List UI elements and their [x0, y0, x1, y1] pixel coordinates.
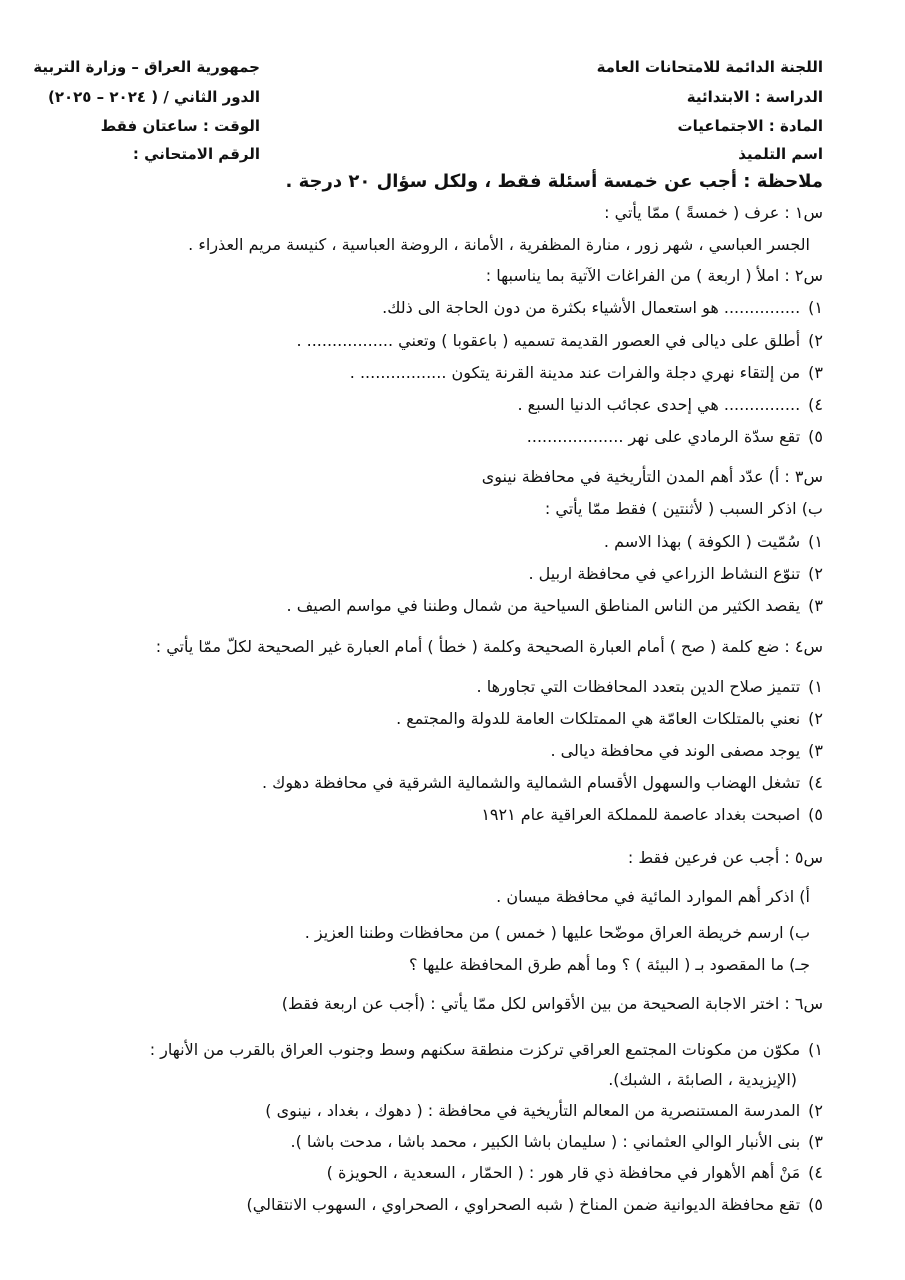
- q2-item: [296, 331, 823, 350]
- q2-item-number: ٤): [808, 395, 823, 414]
- q4-item-text: يوجد مصفى الوند في محافظة ديالى .: [550, 741, 801, 760]
- q5-branch: أ) اذكر أهم الموارد المائية في محافظة ميسان .: [496, 887, 810, 906]
- q2-item-text: ............... هي إحدى عجائب الدنيا السبع .: [517, 395, 801, 414]
- q4-item: [396, 709, 823, 728]
- q3-item: [287, 596, 823, 615]
- q2-item-number: ٣): [808, 363, 823, 382]
- q6-item: [327, 1163, 823, 1182]
- q4-item-number: ٤): [808, 773, 823, 792]
- q4-item: [481, 805, 823, 824]
- q6-item: [247, 1195, 823, 1214]
- q6-item-number: ١): [808, 1040, 823, 1059]
- exam-number-label: الرقم الامتحاني :: [132, 145, 260, 163]
- subject: المادة : الاجتماعيات: [677, 117, 823, 135]
- q3-item-text: يقصد الكثير من الناس المناطق السياحية من شمال وطننا في مواسم الصيف .: [286, 596, 801, 615]
- q6-item-text: بنى الأنبار الوالي العثماني : ( سليمان باشا الكبير ، محمد باشا ، مدحت باشا ).: [290, 1132, 801, 1151]
- q6-item-text: تقع محافظة الديوانية ضمن المناخ ( شبه الصحراوي ، الصحراوي ، السهوب الانتقالي): [246, 1195, 801, 1214]
- q4-item-number: ٢): [808, 709, 823, 728]
- q6-title: س٦ : اختر الاجابة الصحيحة من بين الأقواس لكل ممّا يأتي : (أجب عن اربعة فقط): [281, 994, 823, 1013]
- q4-item: [262, 773, 823, 792]
- q6-item-number: ٢): [808, 1101, 823, 1120]
- q6-item-number: ٥): [808, 1195, 823, 1214]
- q2-item-text: ............... هو استعمال الأشياء بكثرة من دون الحاجة الى ذلك.: [382, 298, 801, 317]
- q6-item-choices: (الإيزيدية ، الصابئة ، الشبك).: [608, 1070, 797, 1089]
- q3-item-number: ٢): [808, 564, 823, 583]
- q4-item-text: تشغل الهضاب والسهول الأقسام الشمالية والشمالية الشرقية في محافظة دهوك .: [261, 773, 801, 792]
- exam-note: ملاحظة : أجب عن خمسة أسئلة فقط ، ولكل سؤال ٢٠ درجة .: [285, 171, 823, 192]
- q4-item: [550, 741, 823, 760]
- q3-item-number: ٣): [808, 596, 823, 615]
- q2-item: [382, 298, 823, 317]
- q2-title: س٢ : املأ ( اربعة ) من الفراغات الآتية بما يناسبها :: [485, 266, 823, 285]
- student-name-label: اسم التلميذ: [738, 145, 823, 163]
- q5-title: س٥ : أجب عن فرعين فقط :: [627, 848, 823, 867]
- q2-item: [518, 395, 824, 414]
- q4-item-text: نعني بالمتلكات العامّة هي الممتلكات العامة للدولة والمجتمع .: [396, 709, 801, 728]
- q4-item-text: تتميز صلاح الدين بتعدد المحافظات التي تجاورها .: [476, 677, 801, 696]
- q6-item: [265, 1101, 823, 1120]
- q4-item-text: اصبحت بغداد عاصمة للمملكة العراقية عام ١٩٢١: [481, 805, 801, 824]
- exam-time: الوقت : ساعتان فقط: [100, 117, 260, 135]
- q4-title: س٤ : ضع كلمة ( صح ) أمام العبارة الصحيحة وكلمة ( خطأ ) أمام العبارة غير الصحيحة لكلّ ممّا يأتي :: [155, 637, 823, 656]
- q6-item-number: ٣): [808, 1132, 823, 1151]
- q6-item: [290, 1132, 823, 1151]
- q6-item-text: المدرسة المستنصرية من المعالم التأريخية في محافظة : ( دهوك ، بغداد ، نينوى ): [265, 1101, 801, 1120]
- q4-item-number: ١): [808, 677, 823, 696]
- country-ministry: جمهورية العراق – وزارة التربية: [33, 58, 260, 76]
- q5-branch: ب) ارسم خريطة العراق موضّحا عليها ( خمس ) من محافظات وطننا العزيز .: [304, 923, 810, 942]
- q2-item-text: أطلق على ديالى في العصور القديمة تسميه ( باعقوبا ) وتعني ................. .: [296, 331, 801, 350]
- q4-item-number: ٣): [808, 741, 823, 760]
- q2-item: [527, 427, 823, 446]
- q1-terms: الجسر العباسي ، شهر زور ، منارة المظفرية ، الأمانة ، الروضة العباسية ، كنيسة مريم العذراء .: [188, 235, 810, 254]
- q3-item-text: سُمّيت ( الكوفة ) بهذا الاسم .: [603, 532, 801, 551]
- q1-title: س١ : عرف ( خمسةً ) ممّا يأتي :: [604, 203, 823, 222]
- exam-round: الدور الثاني / ( ٢٠٢٤ – ٢٠٢٥): [47, 88, 260, 106]
- q2-item-text: تقع سدّة الرمادي على نهر ...................: [526, 427, 801, 446]
- q5-branch: جـ) ما المقصود بـ ( البيئة ) ؟ وما أهم طرق المحافظة عليها ؟: [408, 955, 810, 974]
- q3-item: [604, 532, 823, 551]
- q3-item: [528, 564, 823, 583]
- q3-subtitle: ب) اذكر السبب ( لأثنتين ) فقط ممّا يأتي :: [544, 499, 823, 518]
- q2-item-text: من إلتقاء نهري دجلة والفرات عند مدينة القرنة يتكون ................. .: [349, 363, 801, 382]
- q2-item-number: ١): [808, 298, 823, 317]
- q6-item: [150, 1040, 823, 1059]
- q4-item: [477, 677, 823, 696]
- q4-item-number: ٥): [808, 805, 823, 824]
- q2-item-number: ٥): [808, 427, 823, 446]
- q6-item-number: ٤): [808, 1163, 823, 1182]
- committee-name: اللجنة الدائمة للامتحانات العامة: [596, 58, 823, 76]
- q2-item-number: ٢): [808, 331, 823, 350]
- q3-item-number: ١): [808, 532, 823, 551]
- q6-item-text: مَنْ أهم الأهوار في محافظة ذي قار هور : ( الحمّار ، السعدية ، الحويزة ): [326, 1163, 801, 1182]
- study-level: الدراسة : الابتدائية: [686, 88, 823, 106]
- q6-item-text: مكوّن من مكونات المجتمع العراقي تركزت منطقة سكنهم وسط وجنوب العراق بالقرب من الأنهار :: [149, 1040, 801, 1059]
- q3-item-text: تنوّع النشاط الزراعي في محافظة اربيل .: [528, 564, 801, 583]
- q3-title: س٣ : أ) عدّد أهم المدن التأريخية في محافظة نينوى: [481, 467, 823, 486]
- q2-item: [350, 363, 823, 382]
